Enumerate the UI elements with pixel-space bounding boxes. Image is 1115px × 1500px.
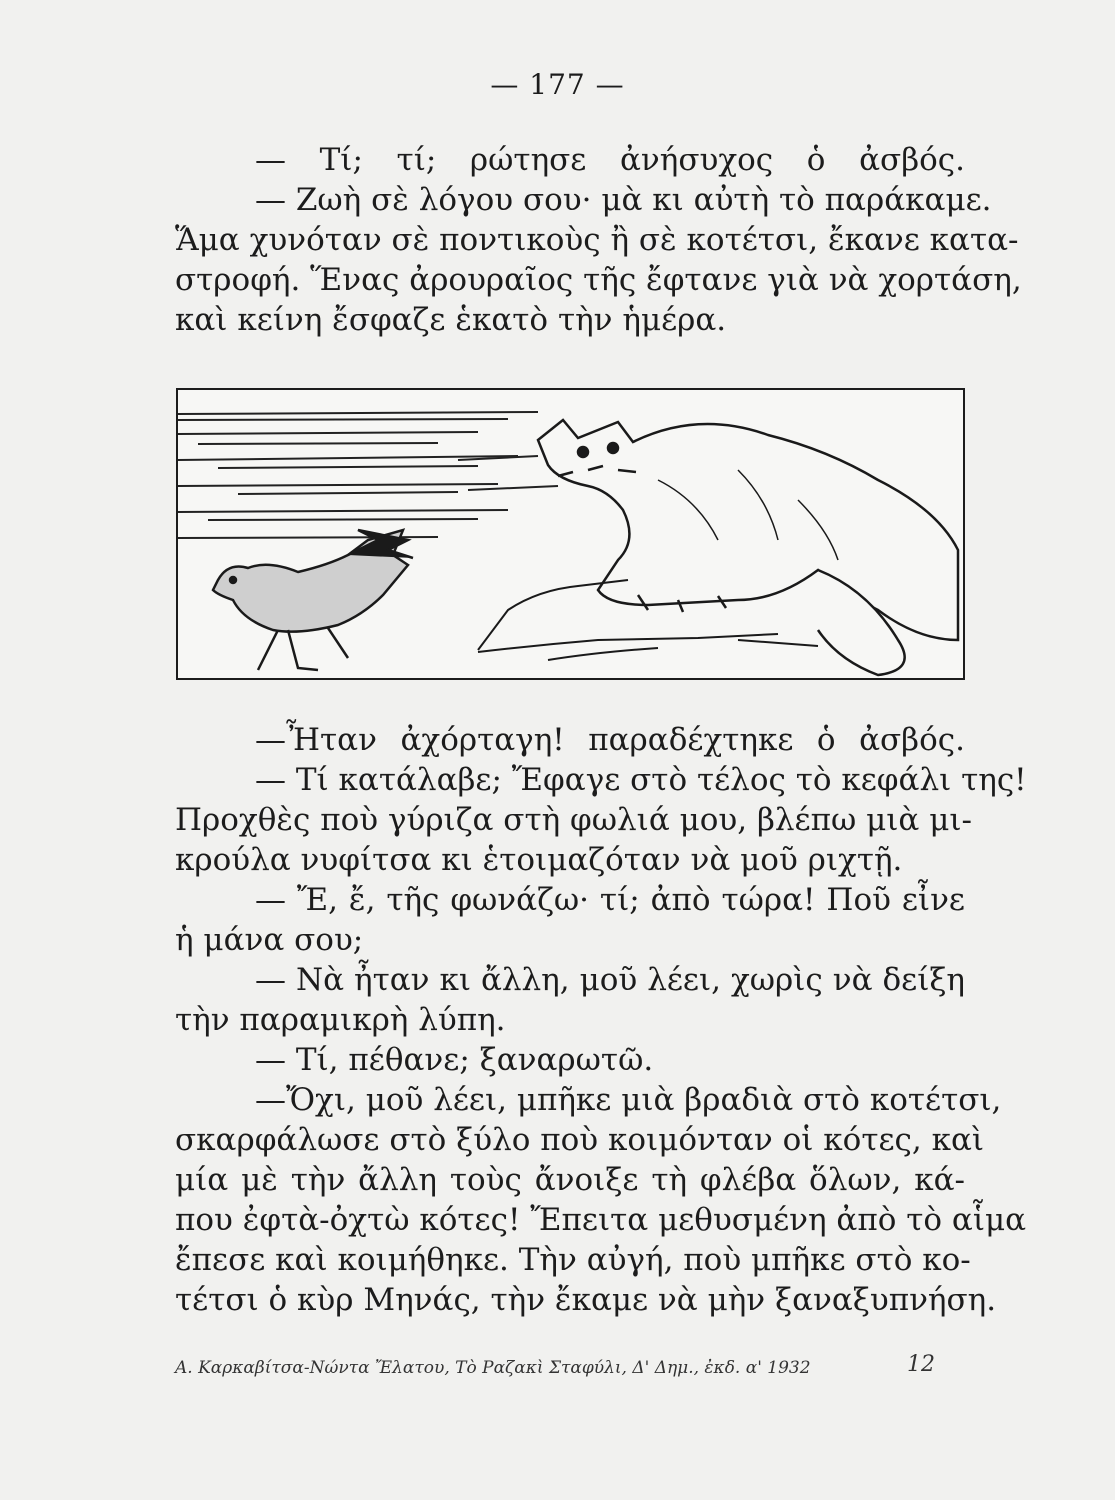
cat-figure (538, 420, 958, 675)
text-line: που ἐφτὰ-ὀχτὼ κότες! Ἔπειτα μεθυσμένη ἀπὸ τὸ αἷμα (175, 1202, 1027, 1238)
text-line: — Τί κατάλαβε; Ἔφαγε στὸ τέλος τὸ κεφάλι της! (255, 762, 1027, 798)
text-line: καὶ κείνη ἔσφαζε ἑκατὸ τὴν ἡμέρα. (175, 302, 727, 338)
text-line: — Τί, πέθανε; ξαναρωτῶ. (255, 1042, 654, 1078)
citation-text: Α. Καρκαβίτσα-Νώντα Ἔλατου, Τὸ Ραζακὶ Σταφύλι, Δ' Δημ., ἐκδ. α' 1932 (175, 1358, 811, 1378)
printer-signature: 12 (907, 1352, 935, 1377)
footer-citation (175, 1352, 965, 1378)
text-line: Ἅμα χυνόταν σὲ ποντικοὺς ἢ σὲ κοτέτσι, ἔκανε κατα- (175, 222, 1019, 258)
text-line: — Ἔ, ἔ, τῆς φωνάζω· τί; ἀπὸ τώρα! Ποῦ εἶνε (255, 882, 965, 918)
text-line: —Ἦταν ἀχόρταγη! παραδέχτηκε ὁ ἀσβός. (255, 722, 965, 758)
text-line: ἔπεσε καὶ κοιμήθηκε. Τὴν αὐγή, ποὺ μπῆκε στὸ κο- (175, 1242, 971, 1278)
text-line: — Ζωὴ σὲ λόγου σου· μὰ κι αὐτὴ τὸ παράκαμε. (255, 182, 992, 218)
text-line: κρούλα νυφίτσα κι ἑτοιμαζόταν νὰ μοῦ ριχτῇ. (175, 842, 903, 878)
page-number: — 177 — (490, 68, 625, 101)
top-paragraphs (175, 140, 1022, 340)
text-line: μία μὲ τὴν ἄλλη τοὺς ἄνοιξε τὴ φλέβα ὅλων, κά- (175, 1162, 965, 1198)
text-line: Προχθὲς ποὺ γύριζα στὴ φωλιά μου, βλέπω μιὰ μι- (175, 802, 972, 838)
sky-hatching (178, 412, 558, 538)
text-line: —Ὄχι, μοῦ λέει, μπῆκε μιὰ βραδιὰ στὸ κοτέτσι, (255, 1082, 1002, 1118)
text-line: ἡ μάνα σου; (175, 922, 364, 958)
illustration-drawing (178, 390, 963, 678)
hen-figure (213, 530, 413, 670)
bottom-paragraphs (175, 720, 1027, 1320)
text-line: — Τί; τί; ρώτησε ἀνήσυχος ὁ ἀσβός. (255, 142, 965, 178)
cat-chasing-hen-illustration (176, 388, 965, 680)
text-line: σκαρφάλωσε στὸ ξύλο ποὺ κοιμόνταν οἱ κότες, καὶ (175, 1122, 985, 1158)
text-line: τέτσι ὁ κὺρ Μηνάς, τὴν ἔκαμε νὰ μὴν ξαναξυπνήση. (175, 1282, 997, 1318)
text-line: στροφή. Ἕνας ἀρουραῖος τῆς ἔφτανε γιὰ νὰ χορτάση, (175, 262, 1022, 298)
text-line: — Νὰ ἦταν κι ἄλλη, μοῦ λέει, χωρὶς νὰ δείξη (255, 962, 965, 998)
text-line: τὴν παραμικρὴ λύπη. (175, 1002, 506, 1038)
